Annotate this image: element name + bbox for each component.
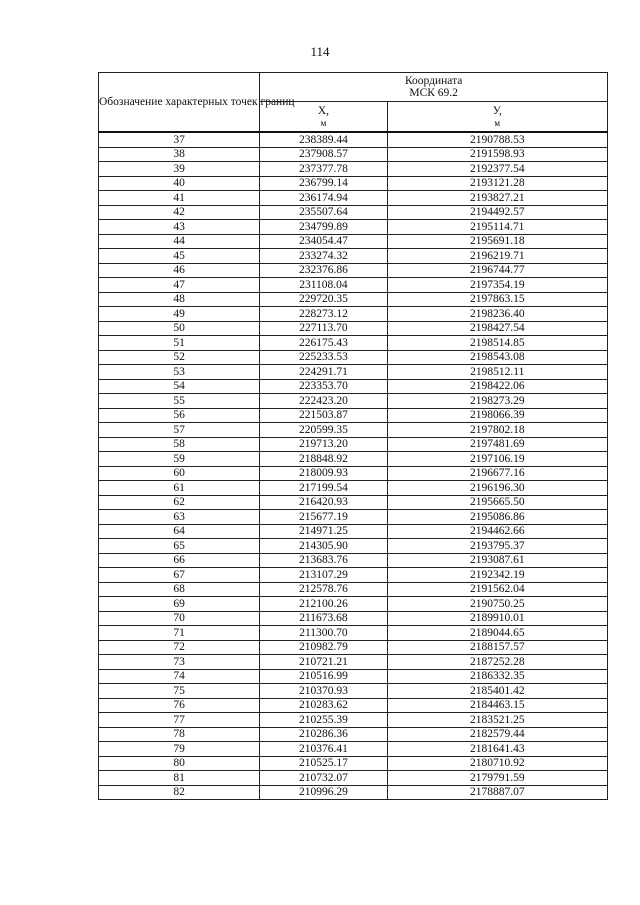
x-cell: 231108.04 — [260, 278, 387, 293]
y-cell: 2198236.40 — [387, 307, 607, 322]
table-row — [99, 481, 608, 496]
table-row — [99, 365, 608, 380]
y-cell: 2197481.69 — [387, 437, 607, 452]
y-cell: 2196677.16 — [387, 466, 607, 481]
y-cell: 2198514.85 — [387, 336, 607, 351]
table-row — [99, 785, 608, 800]
point-cell: 47 — [99, 278, 260, 293]
table-row — [99, 162, 608, 177]
y-cell: 2198273.29 — [387, 394, 607, 409]
table-row — [99, 263, 608, 278]
table-row — [99, 742, 608, 757]
x-cell: 213683.76 — [260, 553, 387, 568]
y-cell: 2191562.04 — [387, 582, 607, 597]
y-cell: 2185401.42 — [387, 684, 607, 699]
table-row — [99, 713, 608, 728]
y-cell: 2196744.77 — [387, 263, 607, 278]
point-cell: 52 — [99, 350, 260, 365]
y-cell: 2198422.06 — [387, 379, 607, 394]
y-cell: 2189910.01 — [387, 611, 607, 626]
table-row — [99, 379, 608, 394]
table-row — [99, 640, 608, 655]
table-row — [99, 278, 608, 293]
y-cell: 2190750.25 — [387, 597, 607, 612]
point-cell: 50 — [99, 321, 260, 336]
table-row — [99, 220, 608, 235]
y-cell: 2194462.66 — [387, 524, 607, 539]
x-cell: 237908.57 — [260, 147, 387, 162]
x-cell: 218009.93 — [260, 466, 387, 481]
y-cell: 2194492.57 — [387, 205, 607, 220]
point-cell: 65 — [99, 539, 260, 554]
y-cell: 2197863.15 — [387, 292, 607, 307]
x-cell: 234054.47 — [260, 234, 387, 249]
point-cell: 76 — [99, 698, 260, 713]
table-row — [99, 698, 608, 713]
y-cell: 2183521.25 — [387, 713, 607, 728]
point-cell: 40 — [99, 176, 260, 191]
point-cell: 53 — [99, 365, 260, 380]
table-row — [99, 132, 608, 147]
x-cell: 232376.86 — [260, 263, 387, 278]
table-row — [99, 350, 608, 365]
table-row — [99, 727, 608, 742]
x-cell: 215677.19 — [260, 510, 387, 525]
x-cell: 235507.64 — [260, 205, 387, 220]
point-cell: 56 — [99, 408, 260, 423]
x-cell: 210376.41 — [260, 742, 387, 757]
y-cell: 2188157.57 — [387, 640, 607, 655]
point-designation-header: Обозначение характерных точек границ — [99, 73, 260, 133]
x-label: X, — [317, 104, 330, 117]
y-cell: 2179791.59 — [387, 771, 607, 786]
table-row — [99, 176, 608, 191]
y-label: У, — [492, 104, 502, 117]
y-cell: 2193795.37 — [387, 539, 607, 554]
point-cell: 66 — [99, 553, 260, 568]
point-cell: 81 — [99, 771, 260, 786]
x-cell: 237377.78 — [260, 162, 387, 177]
y-cell: 2186332.35 — [387, 669, 607, 684]
point-cell: 79 — [99, 742, 260, 757]
table-row — [99, 466, 608, 481]
point-cell: 38 — [99, 147, 260, 162]
y-cell: 2193087.61 — [387, 553, 607, 568]
table-row — [99, 205, 608, 220]
x-cell: 210721.21 — [260, 655, 387, 670]
y-cell: 2193121.28 — [387, 176, 607, 191]
point-cell: 44 — [99, 234, 260, 249]
point-cell: 71 — [99, 626, 260, 641]
x-cell: 210286.36 — [260, 727, 387, 742]
point-cell: 78 — [99, 727, 260, 742]
table-row — [99, 756, 608, 771]
point-cell: 69 — [99, 597, 260, 612]
x-cell: 210982.79 — [260, 640, 387, 655]
x-cell: 228273.12 — [260, 307, 387, 322]
y-cell: 2192342.19 — [387, 568, 607, 583]
table-row — [99, 408, 608, 423]
table-row — [99, 771, 608, 786]
x-cell: 218848.92 — [260, 452, 387, 467]
x-cell: 217199.54 — [260, 481, 387, 496]
y-cell: 2187252.28 — [387, 655, 607, 670]
point-cell: 48 — [99, 292, 260, 307]
x-cell: 210996.29 — [260, 785, 387, 800]
x-cell: 210255.39 — [260, 713, 387, 728]
coordinate-group-header — [260, 73, 608, 102]
table-row — [99, 568, 608, 583]
x-cell: 210516.99 — [260, 669, 387, 684]
point-cell: 82 — [99, 785, 260, 800]
x-cell: 210370.93 — [260, 684, 387, 699]
coordinate-header-title: Координата — [404, 75, 463, 88]
y-cell: 2196219.71 — [387, 249, 607, 264]
table-row — [99, 321, 608, 336]
table-body — [99, 132, 608, 800]
y-cell: 2197106.19 — [387, 452, 607, 467]
point-cell: 49 — [99, 307, 260, 322]
table-row — [99, 611, 608, 626]
point-cell: 39 — [99, 162, 260, 177]
y-cell: 2198543.08 — [387, 350, 607, 365]
point-cell: 43 — [99, 220, 260, 235]
x-cell: 212100.26 — [260, 597, 387, 612]
point-cell: 68 — [99, 582, 260, 597]
y-cell: 2180710.92 — [387, 756, 607, 771]
table-row — [99, 669, 608, 684]
x-cell: 210732.07 — [260, 771, 387, 786]
x-cell: 222423.20 — [260, 394, 387, 409]
point-cell: 37 — [99, 132, 260, 147]
x-cell: 226175.43 — [260, 336, 387, 351]
table-row — [99, 336, 608, 351]
y-cell: 2196196.30 — [387, 481, 607, 496]
y-cell: 2189044.65 — [387, 626, 607, 641]
x-cell: 210525.17 — [260, 756, 387, 771]
point-cell: 46 — [99, 263, 260, 278]
table-row — [99, 553, 608, 568]
table-row — [99, 597, 608, 612]
y-cell: 2197802.18 — [387, 423, 607, 438]
x-cell: 214305.90 — [260, 539, 387, 554]
y-cell: 2184463.15 — [387, 698, 607, 713]
table-row — [99, 249, 608, 264]
x-cell: 224291.71 — [260, 365, 387, 380]
point-cell: 63 — [99, 510, 260, 525]
table-row — [99, 423, 608, 438]
y-column-header — [387, 102, 607, 132]
point-cell: 45 — [99, 249, 260, 264]
point-cell: 51 — [99, 336, 260, 351]
x-cell: 238389.44 — [260, 132, 387, 147]
x-cell: 233274.32 — [260, 249, 387, 264]
point-cell: 42 — [99, 205, 260, 220]
point-cell: 54 — [99, 379, 260, 394]
table-row — [99, 394, 608, 409]
table-row — [99, 582, 608, 597]
table-row — [99, 437, 608, 452]
point-cell: 59 — [99, 452, 260, 467]
y-cell: 2195665.50 — [387, 495, 607, 510]
x-cell: 229720.35 — [260, 292, 387, 307]
x-cell: 223353.70 — [260, 379, 387, 394]
y-cell: 2190788.53 — [387, 132, 607, 147]
x-cell: 220599.35 — [260, 423, 387, 438]
table-row — [99, 191, 608, 206]
x-cell: 211300.70 — [260, 626, 387, 641]
table-row — [99, 524, 608, 539]
coordinates-table — [98, 72, 608, 800]
table-row — [99, 510, 608, 525]
y-unit: м — [494, 117, 501, 128]
point-cell: 72 — [99, 640, 260, 655]
point-cell: 58 — [99, 437, 260, 452]
point-cell: 60 — [99, 466, 260, 481]
y-cell: 2195691.18 — [387, 234, 607, 249]
y-cell: 2192377.54 — [387, 162, 607, 177]
y-cell: 2191598.93 — [387, 147, 607, 162]
point-cell: 62 — [99, 495, 260, 510]
point-cell: 64 — [99, 524, 260, 539]
y-cell: 2182579.44 — [387, 727, 607, 742]
table-row — [99, 626, 608, 641]
x-cell: 211673.68 — [260, 611, 387, 626]
x-cell: 236174.94 — [260, 191, 387, 206]
point-cell: 73 — [99, 655, 260, 670]
x-unit: м — [320, 117, 327, 128]
x-cell: 225233.53 — [260, 350, 387, 365]
y-cell: 2198427.54 — [387, 321, 607, 336]
table-row — [99, 684, 608, 699]
x-cell: 227113.70 — [260, 321, 387, 336]
table-header — [99, 73, 608, 133]
x-cell: 221503.87 — [260, 408, 387, 423]
point-cell: 41 — [99, 191, 260, 206]
point-cell: 67 — [99, 568, 260, 583]
point-cell: 77 — [99, 713, 260, 728]
x-cell: 236799.14 — [260, 176, 387, 191]
table-row — [99, 452, 608, 467]
y-cell: 2195114.71 — [387, 220, 607, 235]
point-cell: 74 — [99, 669, 260, 684]
y-cell: 2198512.11 — [387, 365, 607, 380]
y-cell: 2195086.86 — [387, 510, 607, 525]
point-cell: 55 — [99, 394, 260, 409]
table-row — [99, 147, 608, 162]
x-cell: 216420.93 — [260, 495, 387, 510]
point-cell: 75 — [99, 684, 260, 699]
x-cell: 234799.89 — [260, 220, 387, 235]
x-cell: 210283.62 — [260, 698, 387, 713]
table-row — [99, 292, 608, 307]
table-row — [99, 234, 608, 249]
point-cell: 57 — [99, 423, 260, 438]
coordinate-system-name: МСК 69.2 — [409, 87, 458, 100]
table-row — [99, 539, 608, 554]
point-cell: 80 — [99, 756, 260, 771]
y-cell: 2198066.39 — [387, 408, 607, 423]
table-row — [99, 495, 608, 510]
x-cell: 213107.29 — [260, 568, 387, 583]
table-row — [99, 307, 608, 322]
table-row — [99, 655, 608, 670]
point-cell: 70 — [99, 611, 260, 626]
y-cell: 2181641.43 — [387, 742, 607, 757]
x-cell: 214971.25 — [260, 524, 387, 539]
y-cell: 2178887.07 — [387, 785, 607, 800]
y-cell: 2197354.19 — [387, 278, 607, 293]
point-cell: 61 — [99, 481, 260, 496]
x-cell: 219713.20 — [260, 437, 387, 452]
page-number: 114 — [310, 44, 330, 59]
x-cell: 212578.76 — [260, 582, 387, 597]
y-cell: 2193827.21 — [387, 191, 607, 206]
